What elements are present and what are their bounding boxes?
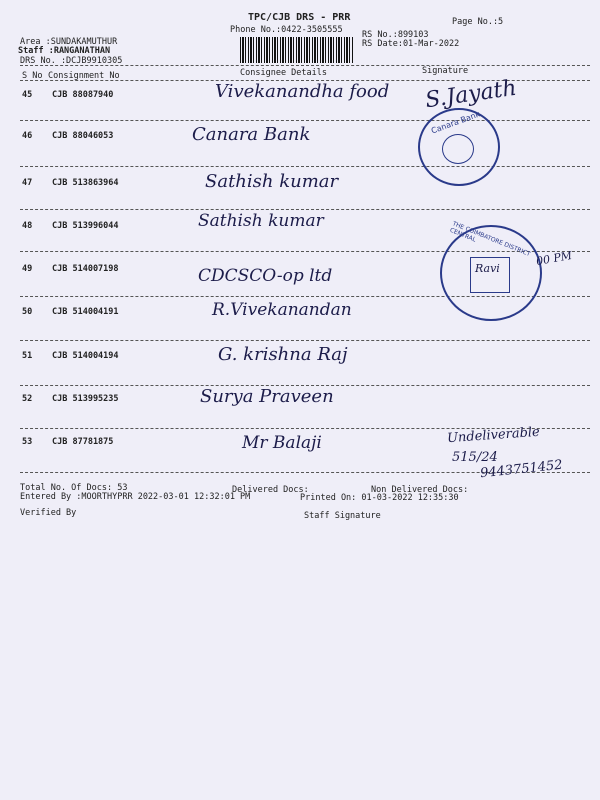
note-line: 515/24 [452,450,498,465]
row-consignment: CJB 87781875 [52,437,114,447]
row-sno: 50 [22,307,33,317]
rs-date: RS Date:01-Mar-2022 [362,39,460,49]
consignee-handwriting: R.Vivekanandan [212,300,352,320]
canara-bank-stamp [418,108,500,186]
row-consignment: CJB 513995235 [52,394,119,404]
col-sno-header: S No [22,71,43,81]
row-sno: 45 [22,90,33,100]
non-delivered-docs: Non Delivered Docs: [371,485,469,495]
verified-by: Verified By [20,508,77,518]
time-handwriting: 00 PM [535,248,574,269]
total-docs: Total No. Of Docs: 53 [20,483,128,493]
staff-signature: Staff Signature [304,511,381,521]
consignee-handwriting: Sathish kumar [198,211,324,231]
row-sno: 52 [22,394,33,404]
note-line: 9443751452 [479,457,564,482]
barcode [240,37,354,63]
col-consignee-header: Consignee Details [240,68,327,78]
entered-by: Entered By :MOORTHYPRR 2022-03-01 12:32:01 PM [20,492,251,502]
col-signature-header: Signature [422,66,469,76]
row-sno: 47 [22,178,33,188]
row-consignment: CJB 88087940 [52,90,114,100]
consignee-handwriting: CDCSCO-op ltd [198,266,333,286]
signature-handwriting: S.Jayath [423,75,519,114]
row-consignment: CJB 514004194 [52,351,119,361]
signature-handwriting: Ravi [475,262,500,275]
page-number: Page No.:5 [452,17,504,27]
consignee-handwriting: Sathish kumar [205,171,339,192]
consignee-handwriting: Surya Praveen [200,386,334,407]
note-line: Undeliverable [446,424,541,447]
staff-label: Staff :RANGANATHAN [18,46,111,56]
rs-number: RS No.:899103 [362,30,429,40]
stamp-text: Canara Bank [430,109,482,136]
phone-number: Phone No.:0422-3505555 [230,25,343,35]
area-label: Area :SUNDAKAMUTHUR [20,37,118,47]
row-consignment: CJB 88046053 [52,131,114,141]
divider [20,65,590,66]
document-title: TPC/CJB DRS - PRR [248,12,351,23]
printed-on: Printed On: 01-03-2022 12:35:30 [300,493,459,503]
row-consignment: CJB 514007198 [52,264,119,274]
stamp-text: THE COIMBATORE DISTRICT CENTRAL [448,220,532,259]
row-consignment: CJB 513996044 [52,221,119,231]
col-consignment-header: Consignment No [48,71,120,81]
consignee-handwriting: Vivekanandha food [215,81,390,102]
divider [20,340,590,341]
row-consignment: CJB 514004191 [52,307,119,317]
row-sno: 53 [22,437,33,447]
consignee-handwriting: G. krishna Raj [218,344,348,365]
stamp-emblem [442,134,474,164]
consignee-handwriting: Mr Balaji [242,433,322,453]
divider [20,166,590,167]
divider [20,120,590,121]
row-sno: 48 [22,221,33,231]
consignee-handwriting: Canara Bank [192,124,311,145]
delivered-docs: Delivered Docs: [232,485,309,495]
drs-number: DRS No. :DCJB9910305 [20,56,123,66]
row-consignment: CJB 513863964 [52,178,119,188]
row-sno: 49 [22,264,33,274]
divider [20,209,590,210]
row-sno: 51 [22,351,33,361]
row-sno: 46 [22,131,33,141]
